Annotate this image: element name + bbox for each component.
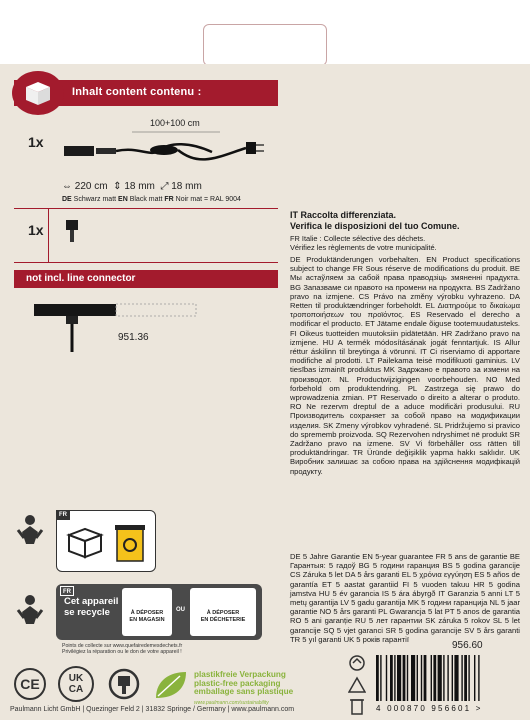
triman-icon [14, 510, 46, 550]
article-number: 956.60 [452, 640, 483, 651]
eco-line-de: plastikfreie Verpackung [194, 670, 286, 679]
yellow-bin-icon [113, 521, 147, 565]
box-icon [12, 71, 64, 115]
line-connector-illustration [30, 296, 210, 352]
barcode-bar [433, 655, 436, 701]
width-arrow-icon: ⤢ [160, 181, 169, 192]
color-note: DE Schwarz matt EN Black matt FR Noir mat = RAL 9004 [62, 196, 241, 203]
plug-icon [108, 668, 140, 700]
fr-tag: FR [56, 510, 70, 520]
collection-points-text: Points de collecte sur www.quefairedemesdechets.fr Privilégiez la réparation ou le don de votre appareil ! [62, 643, 183, 656]
box-sort-icon [65, 525, 105, 561]
length-arrow-icon: ⇔ [62, 181, 72, 192]
barcode-bar [424, 655, 427, 701]
barcode-bar [417, 655, 418, 701]
recycling-it-title: IT Raccolta differenziata. Verifica le disposizioni del tuo Comune. [290, 210, 460, 231]
eco-line-fr: emballage sans plastique [194, 687, 294, 697]
recycle-arrow-icon [348, 654, 366, 672]
barcode-bar [474, 655, 475, 701]
barcode-bar [390, 655, 393, 701]
barcode-bar [380, 655, 381, 701]
recycle-triangle-icon [348, 676, 366, 694]
part-number: 951.36 [118, 332, 149, 343]
barcode-bar [394, 655, 395, 701]
contents-header-text: Inhalt content contenu : [72, 86, 202, 98]
divider [14, 208, 278, 209]
eco-text [194, 671, 293, 697]
barcode [372, 655, 520, 705]
leaf-icon [152, 668, 190, 702]
warranty-text: DE 5 Jahre Garantie EN 5-year guarantee FR 5 ans de garantie BE Гарантыя: 5 гадоў BG 5 години гаранция BS 5 godina garancije CS Záruka 5 let DA 5 års garanti EL 5 χρόνια εγγύηση ES 5 años de garantía ET 5 aastat garantiid FI 5 vuoden takuu HR 5 godina jamstva HU 5 év garancia IS 5 ára ábyrgð IT Garanzia 5 anni LT 5 metų garantija LV 5 gadu garantija MK 5 години гаранција NL 5 jaar garantie NO 5 års garanti PL Gwarancja 5 lat PT 5 anos de garantia RO 5 ani garanție RU 5 лет гарантии SK záruka 5 rokov SL 5 let garancije SQ 5 vjet garanci SR 5 godina garancije SV 5 års garanti TR 5 yıl garanti UK 5 років гарантії [290, 552, 520, 644]
barcode-bar [411, 655, 415, 701]
barcode-bar [386, 655, 387, 701]
barcode-bar [397, 655, 401, 701]
barcode-bar [376, 655, 379, 701]
fr-tag-2: FR [60, 586, 74, 596]
ceap-text: Cet appareil se recycle [64, 596, 119, 618]
end-cap-illustration [62, 216, 84, 246]
barcode-bar [407, 655, 408, 701]
deposit-store-box: À DÉPOSER EN MAGASIN [122, 588, 172, 636]
item1-quantity: 1x [28, 134, 44, 150]
dim-length: 220 cm [74, 181, 108, 192]
barcode-bar [452, 655, 453, 701]
dim-height: 18 mm [124, 181, 155, 192]
product-changes-text: DE Produktänderungen vorbehalten. EN Product specifications subject to change FR Sous réserve de modifications du produit. BE Мы астаўляем за сабой права праводзіць змяненні прадукта. BG Запазваме си правото на промени на продукта. BS Zadržano pravo na izmjene. CS Právo na změny výrobku vyhrazeno. DA Retten til produktændringer forbeholdt. EL Διατηρούμε το δικαίωμα τροποποιήσεων του προϊόντος. ES Reservado el derecho a modificar el producto. ET Jätame endale õiguse tootemuudatusteks. FI Oikeus tuotteiden muutoksiin pidätetään. HR Zadržano pravo na izmjene. HU A termék módosításának jogát fenntartjuk. IS Allur réttur áskilinn til breytinga á vörunni. IT Ci riserviamo di apportare modifiche al prodotti. LT Pailekama teisė modifikuoti gaminius. LV tiesības izmainīt produktus MK Задржано е правото за измени на производот. NL Productwijzigingen voorbehouden. NO Med forbehold om produktendring. PL Zastrzega się prawo do wprowadzenia zmian. PT Reservado o direito a alterar o produto. RO Ne rezervm dreptul de a aduce modificări produsului. RU Производитель сохраняет за собой право на модификации изделия. SK Zmeny výrobkov vyhradené. SL Pridržujemo si pravico do sprememb proizvoda. SQ Rezervohen ndryshimet në produkt SR Zadržano pravo na izmene. SV Vi förbehåller oss rätten till produktändringar. TR Üründe değişiklik yapma hakkı saklıdır. UK Виробник залишає за собою права на здійснення модифікацій продукту. [290, 255, 520, 476]
divider [14, 262, 278, 263]
barcode-bar [421, 655, 422, 701]
barcode-bar [431, 655, 432, 701]
barcode-bar [443, 655, 444, 701]
barcode-bar [438, 655, 442, 701]
track-rail-illustration [60, 128, 275, 174]
divider-vertical [48, 208, 49, 262]
hang-hole [203, 24, 327, 66]
not-included-label: not incl. line connector [26, 273, 136, 284]
ce-mark: CE [14, 668, 46, 700]
recycling-fr-note: FR Italie : Collecte sélective des déchets. Vérifiez les règlements de votre municipalité. [290, 234, 437, 252]
barcode-bar [403, 655, 406, 701]
fr-sort-box [56, 510, 156, 572]
dim-width: 18 mm [171, 181, 202, 192]
eco-url: www.paulmann.com/sustainability [194, 700, 269, 706]
deposit-dechet-box: À DÉPOSER EN DÉCHETERIE [190, 588, 256, 636]
or-label: OU [176, 607, 185, 613]
company-footer: Paulmann Licht GmbH | Quezinger Feld 2 | 31832 Springe / Germany | www.paulmann.com [10, 706, 295, 713]
eco-line-en: plastic-free packaging [194, 678, 281, 688]
barcode-bar [461, 655, 462, 701]
bin-icon [348, 696, 366, 716]
barcode-bar [454, 655, 458, 701]
triman-icon [14, 590, 46, 630]
barcode-digits: 4 000870 956601 > [376, 704, 483, 713]
height-arrow-icon: ⇕ [113, 181, 122, 192]
barcode-bar [447, 655, 448, 701]
dimensions-row [62, 181, 202, 192]
item2-quantity: 1x [28, 222, 44, 238]
cable-length-label: 100+100 cm [150, 118, 200, 128]
barcode-bar [478, 655, 479, 701]
ukca-mark: UK CA [58, 666, 94, 702]
barcode-bar [468, 655, 469, 701]
barcode-bar [464, 655, 467, 701]
